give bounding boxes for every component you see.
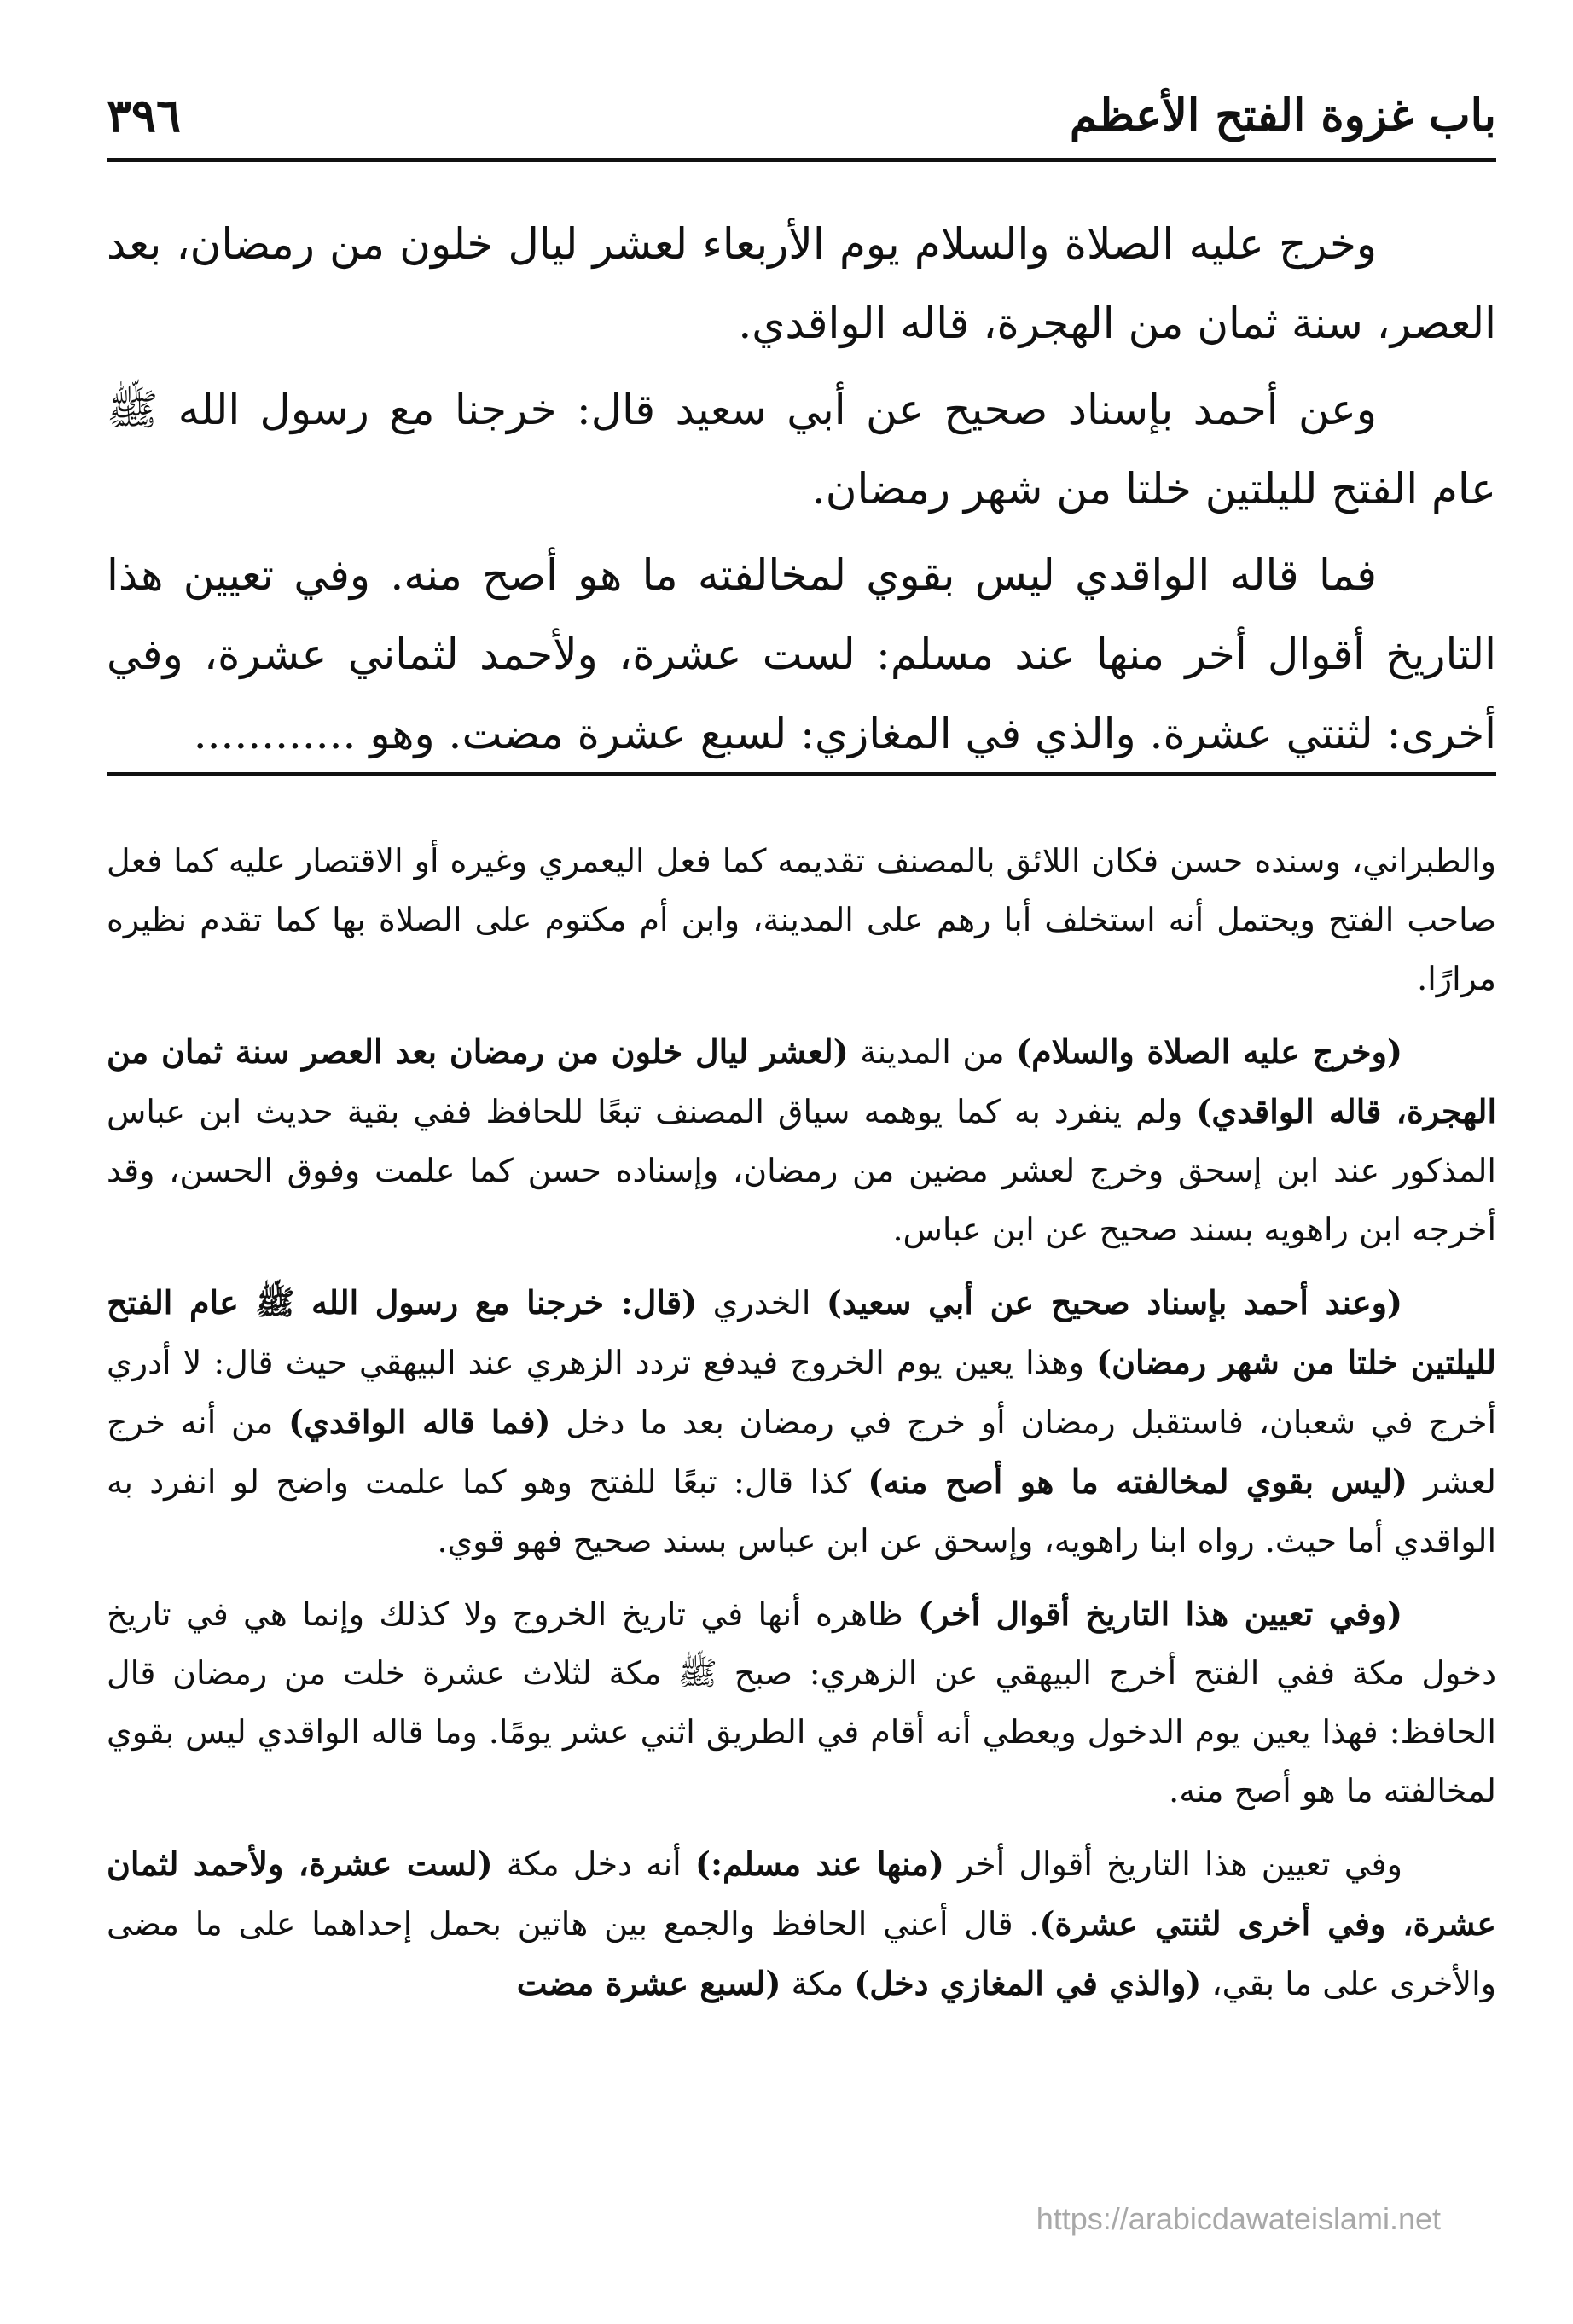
watermark-url: https://arabicdawateislami.net	[1036, 2201, 1441, 2236]
commentary-text: وهذا يعين يوم الخروج فيدفع تردد الزهري عند البيهقي حيث قال: لا أدري أخرج في شعبان، فاستقبل رمضان أو خرج في رمضان بعد ما دخل	[107, 1344, 1496, 1441]
commentary-text: أنه دخل مكة	[492, 1845, 695, 1883]
quoted-matn: (ليس بقوي لمخالفته ما هو أصح منه)	[868, 1462, 1408, 1501]
commentary-paragraph-2	[107, 1022, 1496, 1259]
commentary-text: من أنه خرج لعشر	[107, 1403, 1496, 1501]
quoted-matn: (وفي تعيين هذا التاريخ أقوال أخر)	[918, 1595, 1403, 1633]
quoted-matn: (لسبع عشرة مضت	[516, 1964, 781, 2002]
commentary-paragraph-4	[107, 1584, 1496, 1821]
page-header	[107, 77, 1496, 154]
commentary-text: الخدري	[697, 1284, 827, 1322]
commentary-paragraph-1: والطبراني، وسنده حسن فكان اللائق بالمصنف تقديمه كما فعل اليعمري وغيره أو الاقتصار عليه كما فعل صاحب الفتح ويحتمل أنه استخلف أبا رهم على المدينة، وابن أم مكتوم على الصلاة بها كما تقدم نظيره مرارًا.	[107, 842, 1496, 997]
quoted-matn: (والذي في المغازي دخل)	[854, 1964, 1202, 2002]
commentary-text: ظاهره أنها في تاريخ الخروج ولا كذلك وإنما هي في تاريخ دخول مكة ففي الفتح أخرج البيهقي عن الزهري: صبح ﷺ مكة لثلاث عشرة خلت من رمضان قال الحافظ: فهذا يعين يوم الدخول ويعطي أنه أقام في الطريق اثني عشر يومًا. وما قاله الواقدي ليس بقوي لمخالفته ما هو أصح منه.	[107, 1595, 1496, 1810]
quoted-matn: (وعند أحمد بإسناد صحيح عن أبي سعيد)	[826, 1283, 1402, 1322]
commentary-text: . قال أعني الحافظ والجمع بين هاتين بحمل إحداهما على ما مضى والأخرى على ما بقي،	[107, 1905, 1496, 2002]
commentary-text: وفي تعيين هذا التاريخ أقوال أخر	[943, 1845, 1402, 1883]
header-rule	[107, 158, 1496, 162]
quoted-matn: (لست عشرة، ولأحمد لثمان عشرة، وفي أخرى لثنتي عشرة)	[107, 1845, 1496, 1943]
commentary-text: مكة	[781, 1965, 855, 2002]
main-text	[107, 205, 1496, 781]
commentary-divider	[107, 772, 1496, 776]
commentary-text: كذا قال: تبعًا للفتح وهو كما علمت واضح لو انفرد به الواقدي أما حيث. رواه ابنا راهويه، وإسحق عن ابن عباس بسند صحيح فهو قوي.	[107, 1463, 1496, 1560]
commentary-paragraph-3	[107, 1273, 1496, 1571]
commentary-text: من المدينة	[848, 1033, 1017, 1071]
quoted-matn: (وخرج عليه الصلاة والسلام)	[1016, 1032, 1402, 1071]
commentary-text: ولم ينفرد به كما يوهمه سياق المصنف تبعًا للحافظ ففي بقية حديث ابن عباس المذكور عند ابن إسحق وخرج لعشر مضين من رمضان، وإسناده حسن كما علمت وفوق الحسن، وقد أخرجه ابن راهويه بسند صحيح عن ابن عباس.	[107, 1093, 1496, 1248]
page-number: ٣٩٦	[107, 88, 182, 142]
commentary	[107, 832, 1496, 2027]
main-paragraph-1: وخرج عليه الصلاة والسلام يوم الأربعاء لعشر ليال خلون من رمضان، بعد العصر، سنة ثمان من الهجرة، قاله الواقدي.	[107, 219, 1496, 348]
quoted-matn: (فما قاله الواقدي)	[288, 1403, 551, 1441]
main-paragraph-2: وعن أحمد بإسناد صحيح عن أبي سعيد قال: خرجنا مع رسول الله ﷺ عام الفتح لليلتين خلتا من شهر رمضان.	[107, 385, 1496, 514]
commentary-paragraph-5	[107, 1834, 1496, 2013]
quoted-matn: (لعشر ليال خلون من رمضان بعد العصر سنة ثمان من الهجرة، قاله الواقدي)	[107, 1032, 1497, 1130]
quoted-matn: (قال: خرجنا مع رسول الله ﷺ عام الفتح لليلتين خلتا من شهر رمضان)	[107, 1283, 1496, 1381]
main-paragraph-3: فما قاله الواقدي ليس بقوي لمخالفته ما هو أصح منه. وفي تعيين هذا التاريخ أقوال أخر منها عند مسلم: لست عشرة، ولأحمد لثماني عشرة، وفي أخرى: لثنتي عشرة. والذي في المغازي: لسبع عشرة مضت. وهو ............	[107, 550, 1496, 758]
quoted-matn: (منها عند مسلم:)	[694, 1845, 944, 1883]
chapter-title: باب غزوة الفتح الأعظم	[1069, 89, 1496, 142]
